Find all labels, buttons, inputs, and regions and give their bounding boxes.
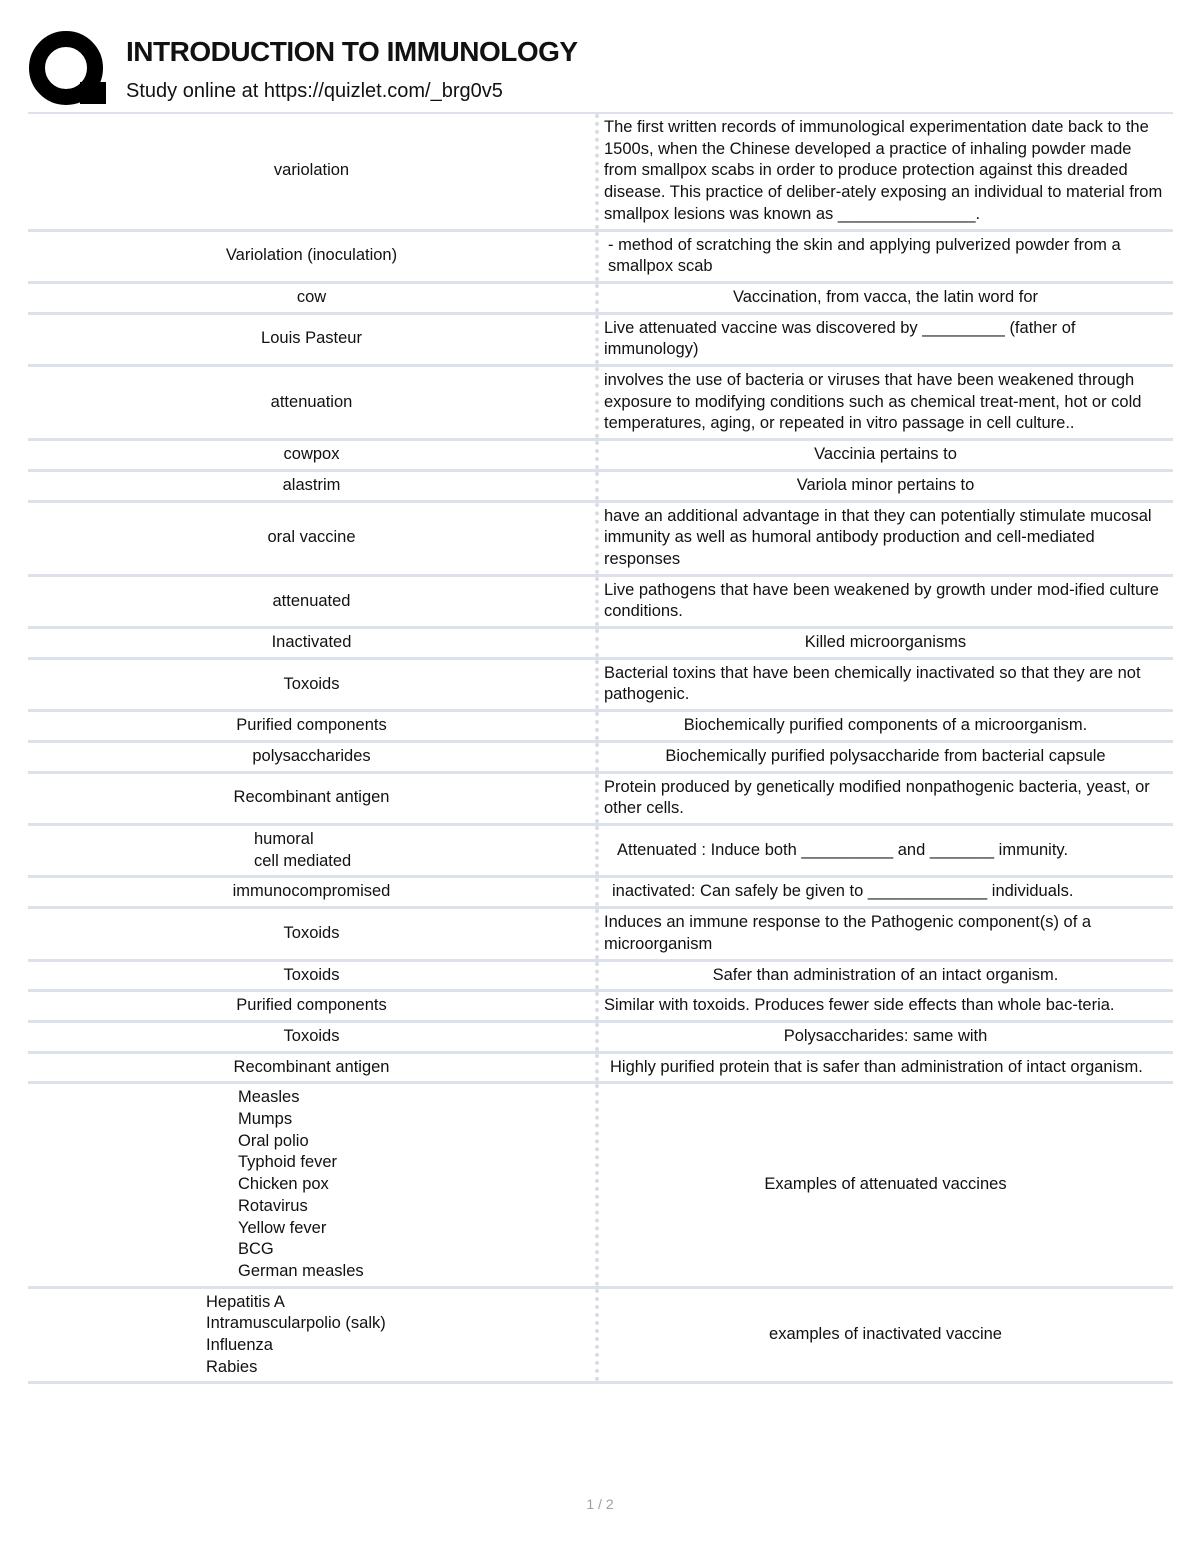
table-row xyxy=(28,1023,1173,1054)
term-cell xyxy=(28,826,595,875)
term-cell xyxy=(28,577,595,626)
term-cell xyxy=(28,962,595,990)
definition-cell xyxy=(595,315,1173,364)
definition-text: examples of inactivated vaccine xyxy=(769,1325,1002,1344)
table-row xyxy=(28,878,1173,909)
table-row xyxy=(28,660,1173,712)
definition-text: Highly purified protein that is safer than administration of intact organism. xyxy=(610,1057,1143,1076)
term-cell xyxy=(28,472,595,500)
definition-cell xyxy=(595,629,1173,657)
flashcard-table xyxy=(28,112,1173,1384)
table-row xyxy=(28,629,1173,660)
definition-text: Vaccination, from vacca, the latin word for xyxy=(732,287,1039,306)
definition-text: Live attenuated vaccine was discovered by _________ (father of immunology) xyxy=(604,318,1076,359)
table-row xyxy=(28,1289,1173,1385)
definition-text: Polysaccharides: same with xyxy=(783,1026,988,1045)
table-row xyxy=(28,743,1173,774)
quizlet-logo-icon xyxy=(28,30,108,110)
definition-cell xyxy=(595,660,1173,709)
term-cell xyxy=(28,284,595,312)
definition-cell xyxy=(595,878,1173,906)
term-cell xyxy=(28,114,595,229)
term-text: Toxoids xyxy=(283,923,340,942)
definition-text: Induces an immune response to the Pathogenic component(s) of a microorganism xyxy=(604,913,1092,953)
term-cell xyxy=(28,743,595,771)
page-title: INTRODUCTION TO IMMUNOLOGY xyxy=(126,36,578,67)
definition-cell xyxy=(595,114,1173,229)
term-text: cowpox xyxy=(283,445,340,464)
definition-cell xyxy=(595,774,1173,823)
definition-text: Bacterial toxins that have been chemically inactivated so that they are not pathogenic. xyxy=(604,663,1141,704)
definition-text: Biochemically purified components of a microorganism. xyxy=(683,716,1088,735)
term-text: Louis Pasteur xyxy=(261,329,362,348)
definition-cell xyxy=(595,472,1173,500)
header xyxy=(28,30,1178,110)
term-cell xyxy=(28,441,595,469)
table-row xyxy=(28,774,1173,826)
term-text: polysaccharides xyxy=(252,746,371,765)
definition-text: Safer than administration of an intact organism. xyxy=(712,965,1059,984)
term-cell xyxy=(28,1023,595,1051)
definition-cell xyxy=(595,1289,1173,1382)
term-cell xyxy=(28,367,595,438)
table-row xyxy=(28,232,1173,284)
definition-text: inactivated: Can safely be given to _____________ individuals. xyxy=(612,882,1074,901)
term-cell xyxy=(28,315,595,364)
definition-cell xyxy=(595,1023,1173,1051)
table-row xyxy=(28,712,1173,743)
term-cell xyxy=(28,232,595,281)
definition-cell xyxy=(595,503,1173,574)
study-online-link[interactable]: Study online at https://quizlet.com/_brg0v5 xyxy=(126,80,503,102)
definition-cell xyxy=(595,577,1173,626)
definition-text: Live pathogens that have been weakened by growth under mod-ified culture conditions. xyxy=(604,580,1159,621)
table-row xyxy=(28,284,1173,315)
table-row xyxy=(28,441,1173,472)
term-text: cow xyxy=(296,287,327,306)
definition-cell xyxy=(595,367,1173,438)
term-text: Toxoids xyxy=(283,674,340,693)
table-row xyxy=(28,909,1173,961)
term-cell xyxy=(28,712,595,740)
term-text: Recombinant antigen xyxy=(233,1057,390,1076)
term-text: attenuation xyxy=(270,392,353,411)
definition-text: Similar with toxoids. Produces fewer side effects than whole bac-teria. xyxy=(604,996,1115,1015)
table-row xyxy=(28,503,1173,577)
definition-cell xyxy=(595,909,1173,958)
term-text: oral vaccine xyxy=(267,528,356,547)
term-text: Purified components xyxy=(236,996,387,1015)
definition-cell xyxy=(595,1084,1173,1285)
definition-cell xyxy=(595,441,1173,469)
definition-cell xyxy=(595,284,1173,312)
page-number: 1 / 2 xyxy=(586,1496,614,1512)
definition-cell xyxy=(595,743,1173,771)
table-row xyxy=(28,577,1173,629)
definition-cell xyxy=(595,962,1173,990)
definition-text: involves the use of bacteria or viruses that have been weakened through exposure to modifying conditions such as chemical treat-ment, hot or cold temperatures, aging, or repeated in vitro passage in cell culture.. xyxy=(604,371,1142,433)
term-cell xyxy=(28,1289,595,1382)
term-text: variolation xyxy=(273,161,350,180)
definition-cell xyxy=(595,1054,1173,1082)
term-cell xyxy=(28,1084,595,1285)
term-text: immunocompromised xyxy=(232,882,391,901)
definition-text: Attenuated : Induce both __________ and _______ immunity. xyxy=(617,840,1069,859)
term-cell xyxy=(28,774,595,823)
definition-text: Examples of attenuated vaccines xyxy=(764,1175,1007,1194)
definition-cell xyxy=(595,992,1173,1020)
table-row xyxy=(28,472,1173,503)
table-row xyxy=(28,114,1173,232)
term-text: Recombinant antigen xyxy=(233,788,390,807)
term-text: attenuated xyxy=(272,591,351,610)
term-text: Hepatitis A Intramuscularpolio (salk) Influenza Rabies xyxy=(206,1292,386,1376)
definition-cell xyxy=(595,232,1173,281)
term-cell xyxy=(28,878,595,906)
definition-text: Biochemically purified polysaccharide from bacterial capsule xyxy=(665,746,1106,765)
term-text: Toxoids xyxy=(283,965,340,984)
table-row xyxy=(28,315,1173,367)
table-row xyxy=(28,962,1173,993)
definition-text: Protein produced by genetically modified nonpathogenic bacteria, yeast, or other cells. xyxy=(604,777,1150,818)
term-text: Toxoids xyxy=(283,1026,340,1045)
definition-text: The first written records of immunological experimentation date back to the 1500s, when the Chinese developed a practice of inhaling powder made from smallpox scabs in order to produce protection against this dreaded disease. This practice of deliber-ately exposing an individual to material from smallpox lesions was known as _______________. xyxy=(604,118,1163,223)
term-text: alastrim xyxy=(282,475,341,494)
table-row xyxy=(28,826,1173,878)
term-cell xyxy=(28,629,595,657)
table-row xyxy=(28,367,1173,441)
table-row xyxy=(28,1054,1173,1085)
table-row xyxy=(28,992,1173,1023)
term-text: Inactivated xyxy=(271,633,352,652)
definition-cell xyxy=(595,712,1173,740)
term-text: Measles Mumps Oral polio Typhoid fever Chicken pox Rotavirus Yellow fever BCG German measles xyxy=(238,1088,364,1280)
definition-text: - method of scratching the skin and applying pulverized powder from a smallpox scab xyxy=(608,235,1121,276)
definition-text: have an additional advantage in that they can potentially stimulate mucosal immunity as well as humoral antibody production and cell-mediated responses xyxy=(604,506,1152,568)
definition-text: Variola minor pertains to xyxy=(796,475,975,494)
term-cell xyxy=(28,1054,595,1082)
term-cell xyxy=(28,503,595,574)
definition-text: Killed microorganisms xyxy=(804,633,967,652)
table-row xyxy=(28,1084,1173,1288)
definition-text: Vaccinia pertains to xyxy=(814,445,957,464)
term-text: Variolation (inoculation) xyxy=(225,246,398,265)
term-cell xyxy=(28,909,595,958)
term-cell xyxy=(28,660,595,709)
term-cell xyxy=(28,992,595,1020)
definition-cell xyxy=(595,826,1173,875)
term-text: Purified components xyxy=(236,716,387,735)
term-text: humoral cell mediated xyxy=(254,829,352,870)
